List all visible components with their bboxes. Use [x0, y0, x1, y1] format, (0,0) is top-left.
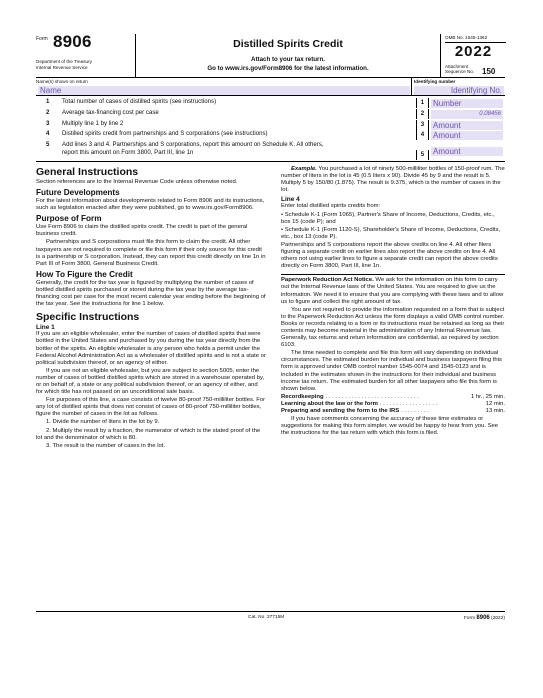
line-5-input[interactable]: Amount — [431, 147, 503, 156]
catalog-number: Cat. No. 37715M — [248, 615, 285, 620]
name-row — [36, 78, 505, 96]
time-row-preparing: Preparing and sending the form to the IRS . . . . . . . . . 13 min. — [281, 408, 505, 414]
paperwork-reduction-notice: Paperwork Reduction Act Notice. We ask for the information on this form to carry out the Internal Revenue laws of the United States. You are required to give us the information. We need it to ensure that you are complying with these laws and to allow us to figure and collect the right amount of tax. You are not required to provide the information requested on a form that is subject to the Paperwork Reduction Act unless the form displays a valid OMB control number. Books or records relating to a form or its instructions must be retained as long as their contents may become material in the administration of any Internal Revenue law. Generally, tax returns and return information are confidential, as required by section 6103. The time needed to complete and file this form will vary depending on individual circumstances. The estimated burden for individual and business taxpayers filing this form is approved under OMB control number 1545-0074 and 1545-0123 and is included in the estimates shown in the instructions for their individual and business income tax return. The estimated burden for all other taxpayers who file this form is shown below. Recordkeeping . . . . . . . . . . . . . . . . . . . . . . . . . . . . . 1 hr., 25 min. Learning about the law or the form . . . . . . . . . . . . . . . . . . 12 min. Preparing and sending the form to the IRS . . . . . . . . . 13 min. If you have comments concerning the accuracy of these time estimates or suggestions for making this form simpler, we would be happy to hear from you. See the instructions for the tax return with which this form is filed. — [281, 274, 505, 437]
future-developments-heading: Future Developments — [36, 188, 120, 198]
line-3: 3 Multiply line 1 by line 2 3 Amount — [36, 120, 505, 130]
specific-instructions-heading: Specific Instructions — [36, 311, 140, 324]
line-4-heading: Line 4 — [281, 196, 300, 204]
website-note: Go to www.irs.gov/Form8906 for the latest information. — [207, 65, 369, 72]
line-1-input[interactable]: Number — [431, 99, 503, 108]
form-header — [36, 34, 505, 78]
line-5: 5 Add lines 3 and 4. Partnerships and S corporations, report this amount on Schedule K. All others, report this amount on Form 3800, Part III, line 1n 5 Amount — [36, 141, 505, 161]
time-row-learning: Learning about the law or the form . . . . . . . . . . . . . . . . . . 12 min. — [281, 400, 505, 407]
line-1-heading: Line 1 — [36, 324, 55, 332]
line-3-input[interactable]: Amount — [431, 121, 503, 130]
line-4-input[interactable]: Amount — [431, 131, 503, 140]
identifying-number-caption: Identifying number — [414, 79, 456, 84]
form-label: Form — [36, 36, 48, 42]
footer-form-id: Form 8906 (2022) — [463, 615, 505, 621]
line-4: 4 Distilled spirits credit from partnerships and S corporations (see instructions) 4 Amount — [36, 130, 505, 140]
lines-divider — [36, 161, 505, 162]
omb-block — [440, 34, 505, 78]
attach-note: Attach to your tax return. — [251, 56, 325, 63]
department: Department of the Treasury Internal Revenue Service — [36, 59, 92, 70]
tax-year: 2022 — [454, 43, 493, 60]
form-id-block — [36, 34, 136, 78]
form-footer — [36, 611, 505, 621]
general-instructions-heading: General Instructions — [36, 166, 139, 178]
purpose-heading: Purpose of Form — [36, 214, 102, 224]
line-1: 1 Total number of cases of distilled spirits (see instructions) 1 Number — [36, 98, 505, 108]
omb-number: OMB No. 1545-1362 — [445, 35, 506, 43]
attachment-sequence: Attachment Sequence No. — [445, 64, 475, 74]
line-2-value: 0.08456 — [431, 110, 503, 119]
identifying-number-box — [411, 78, 505, 96]
right-column: Example. You purchased a lot of ninety 500-milliliter bottles of 150-proof rum. The number of liters in the lot is 45 (0.5 liters x 90). Divide 45 by 9 and the result is 5. Multiply 5 by 150/80 (1.875). The result is 9.375, which is the number of cases in the lot. Line 4 Enter total distilled spirits credits from: • Schedule K-1 (Form 1065), Partner's Share of Income, Deductions, Credits, etc., box 15 (code P); and • Schedule K-1 (Form 1120-S), Shareholder's Share of Income, Deductions, Credits, etc., box 13 (code P). Partnerships and S corporations report the above credits on line 4. All other filers figuring a separate credit on earlier lines also report the above credits on line 4. All others not using earlier lines to figure a separate credit can report the above credits directly on Form 3800, Part III, line 1n. Paperwork Reduction Act Notice. We ask for the information on this form to carry out the Internal Revenue laws of the United States. You are required to give us the information. We need it to ensure that you are complying with these laws and to allow us to figure and collect the right amount of tax. You are not required to provide the information requested on a form that is subject to the Paperwork Reduction Act unless the form displays a valid OMB control number. Books or records relating to a form or its instructions must be retained as long as their contents may become material in the administration of any Internal Revenue law. Generally, tax returns and return information are confidential, as required by section 6103. The time needed to complete and file this form will vary depending on individual circumstances. The estimated burden for individual and business taxpayers filing this form is approved under OMB control number 1545-0074 and 1545-0123 and is included in the estimates shown in the instructions for their individual and business income tax return. The estimated burden for all other taxpayers who file this form is shown below. Recordkeeping . . . . . . . . . . . . . . . . . . . . . . . . . . . . . 1 hr., 25 min. Learning about the law or the form . . . . . . . . . . . . . . . . . . 12 min. Preparing and sending the form to the IRS . . . . . . . . . 13 min. If you have comments concerning the accuracy of these time estimates or suggestions for making this form simpler, we would be happy to hear from you. See the instructions for the tax return with which this form is filed. — [281, 166, 505, 437]
name-input[interactable]: Name — [38, 86, 410, 95]
form-title: Distilled Spirits Credit — [233, 38, 343, 50]
title-block — [136, 34, 440, 78]
left-column: General Instructions Section references are to the Internal Revenue Code unless otherwise noted. Future Developments For the latest information about developments related to Form 8906 and its instructions, such as legislation enacted after they were published, go to www.irs.gov/Form8906. Purpose of Form Use Form 8906 to claim the distilled spirits credit. The credit is part of the general business credit. Partnerships and S corporations must file this form to claim the credit. All other taxpayers are not required to complete or file this form if their only source for this credit is a partnership or S corporation. Instead, they can report this credit directly on line 1n in Part III of Form 3800, General Business Credit. How To Figure the Credit Generally, the credit for the tax year is figured by multiplying the number of cases of bottled distilled spirits purchased or stored during the tax year by the average tax-financing cost per case for the most recent calendar year ending before the beginning of the tax year. See the instructions for line 1 below. Specific Instructions Line 1 If you are an eligible wholesaler, enter the number of cases of distilled spirits that were bottled in the United States and purchased by you during the tax year directly from the bottler of the spirits. An eligible wholesaler is any person who holds a permit under the Federal Alcohol Administration Act as a wholesaler of distilled spirits and is not a state or political subdivision thereof, or an agency of either. If you are not an eligible wholesaler, but you are subject to section 5005, enter the number of cases of bottled distilled spirits which are stored in a warehouse operated by, or on behalf of, a state or any political subdivision thereof, or an agency of either, and for which title has not passed on an unconditional sale basis. For purposes of this line, a case consists of twelve 80-proof 750-milliliter bottles. For any lot of distilled spirits that does not consist of cases of 80-proof 750-milliliter bottles, figure the number of cases in the lot as follows. 1. Divide the number of liters in the lot by 9. 2. Multiply the result by a fraction, the numerator of which is the stated proof of the lot and the denominator of which is 80. 3. The result is the number of cases in the lot. — [36, 166, 266, 449]
form-number: 8906 — [53, 32, 92, 51]
name-caption: Name(s) shown on return — [36, 79, 88, 84]
sequence-number: 150 — [482, 67, 496, 76]
how-to-figure-heading: How To Figure the Credit — [36, 269, 133, 279]
identifying-number-input[interactable]: Identifying No. — [414, 86, 504, 95]
time-row-recordkeeping: Recordkeeping . . . . . . . . . . . . . . . . . . . . . . . . . . . . . 1 hr., 25 min. — [281, 393, 505, 400]
line-2: 2 Average tax-financing cost per case 2 0.08456 — [46, 109, 501, 117]
